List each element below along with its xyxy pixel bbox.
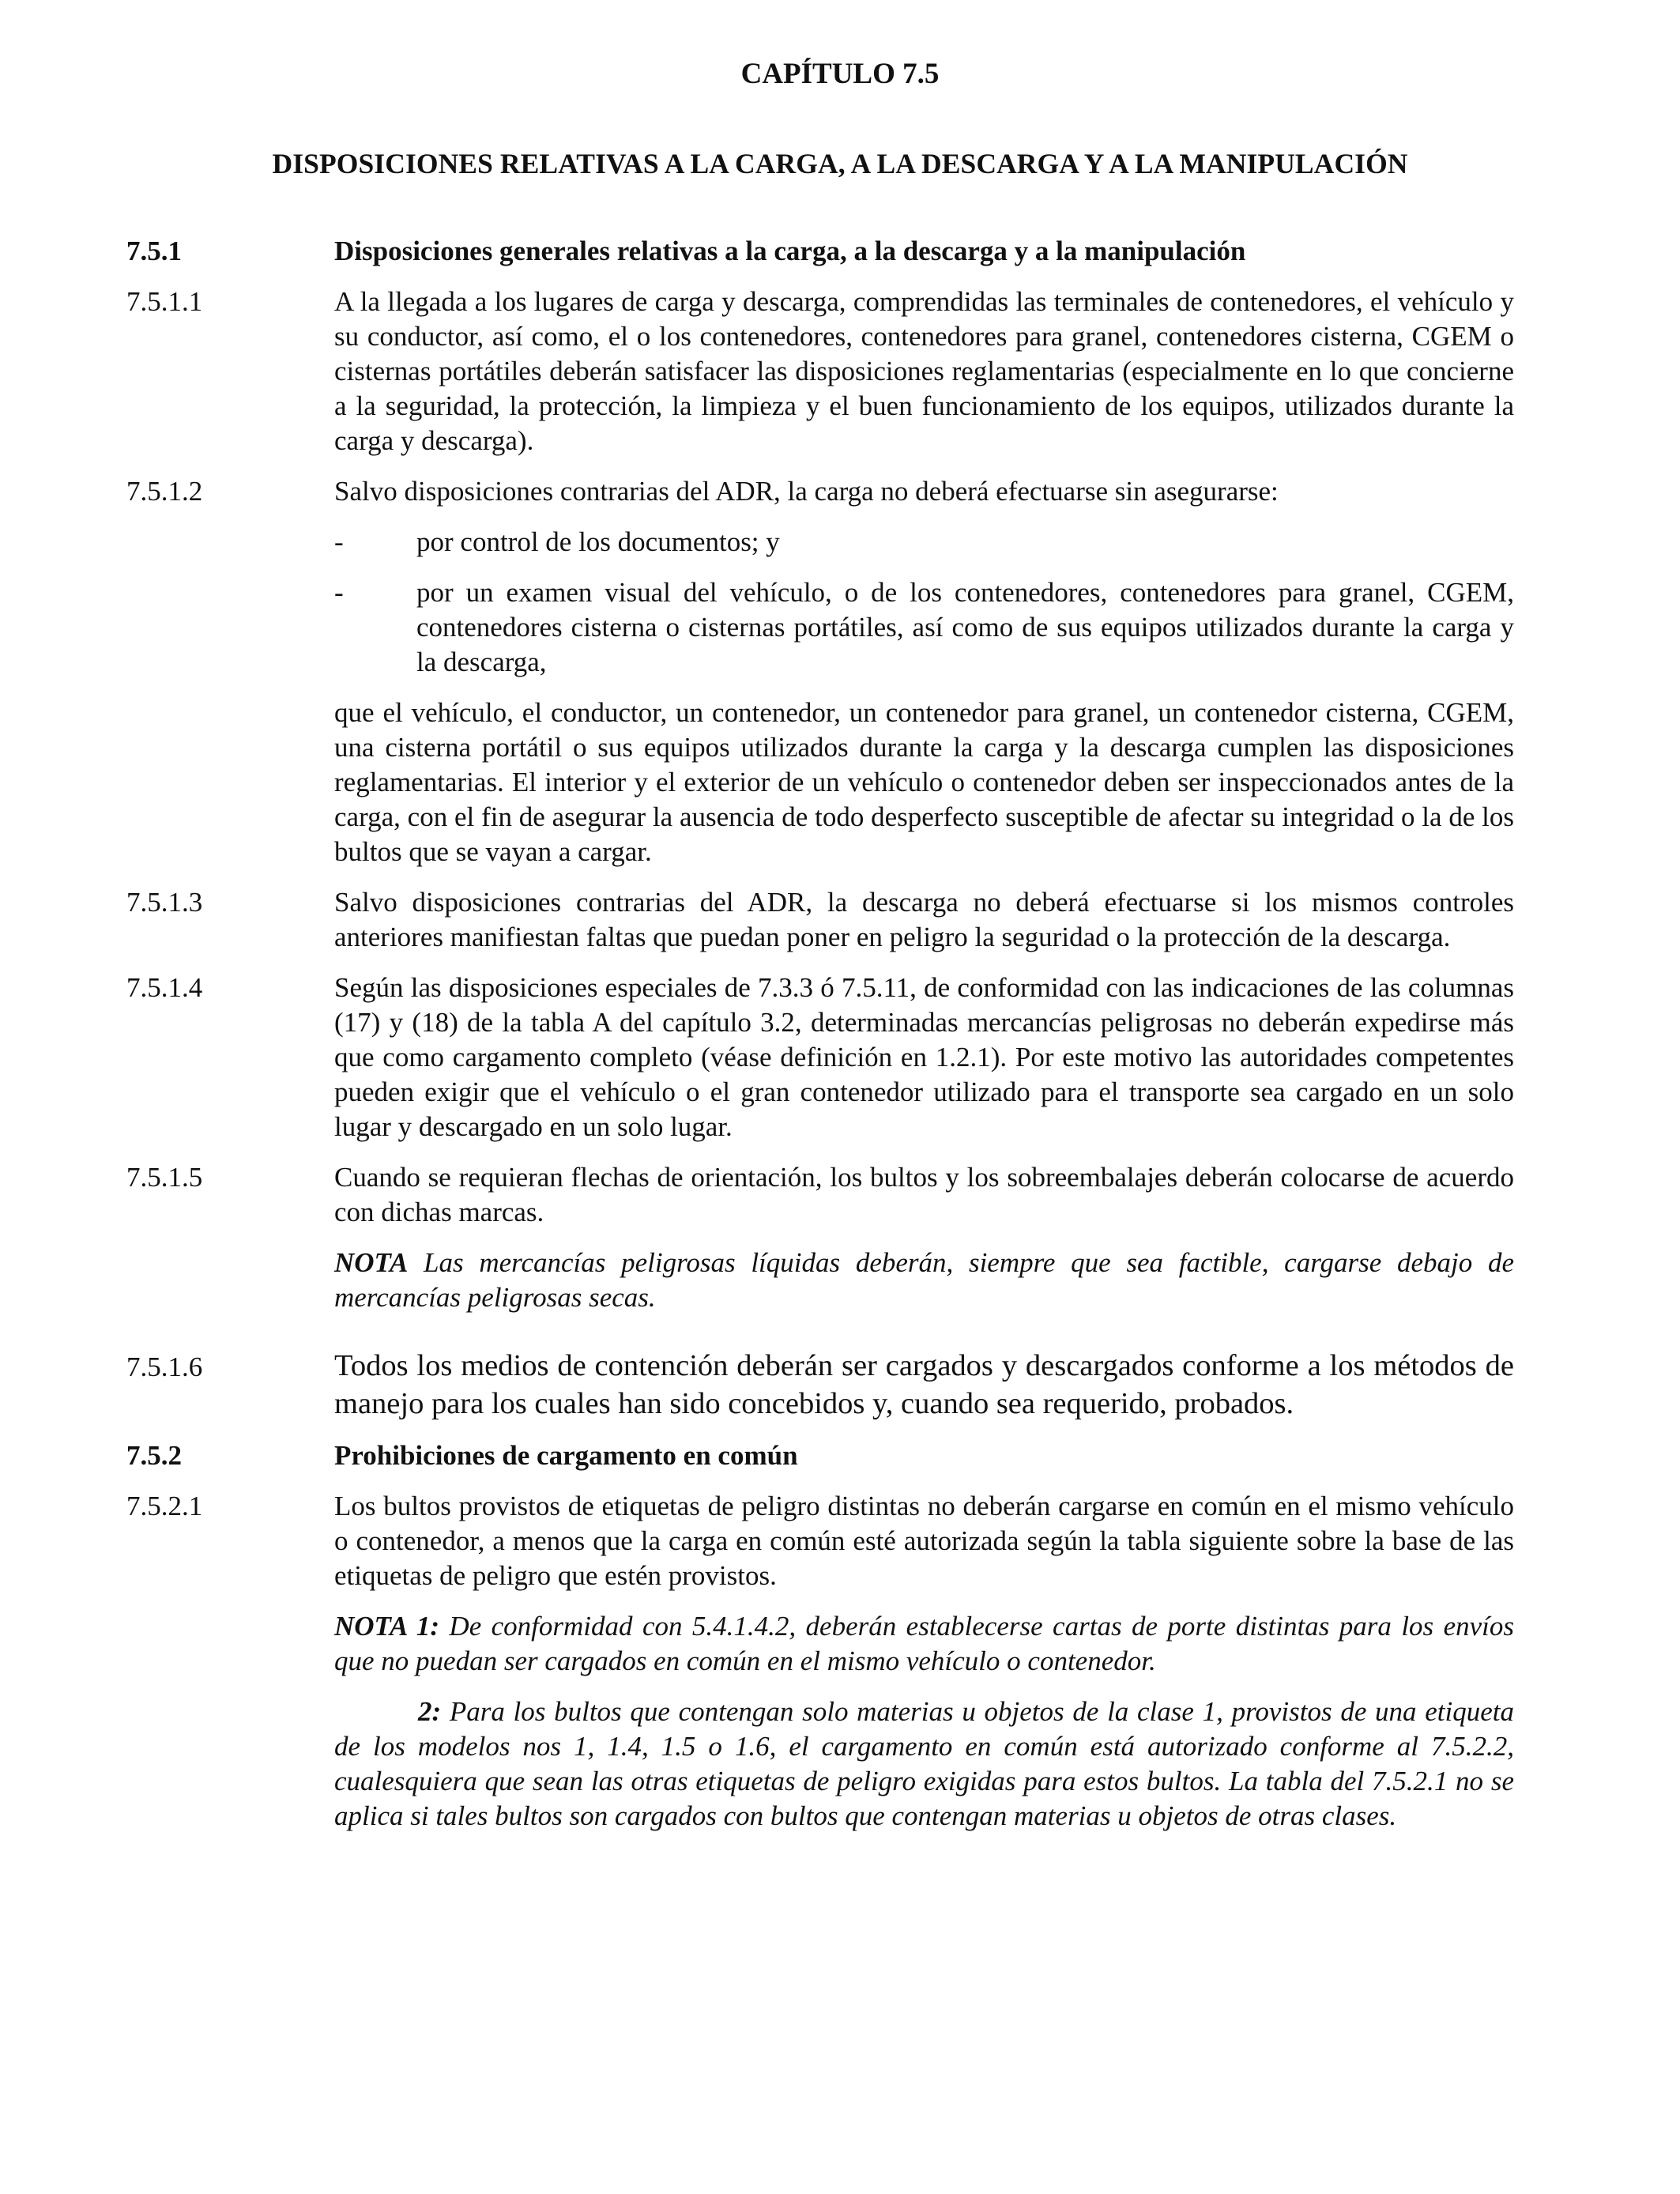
note-label: NOTA 1: <box>334 1611 439 1642</box>
dash-bullet: - <box>334 526 344 557</box>
note-text: Para los bultos que contengan solo materias u objetos de la clase 1, provistos de una etiqueta de los modelos nos 1, 1.4, 1.5 o 1.6, el cargamento en común está autorizado conforme al 7.5.2.2, cualesquiera que sean las otras etiquetas de peligro exigidas para estos bultos. La tabla del 7.5.2.1 no se aplica si tales bultos son cargados con bultos que contengan materias u objetos de otras clases. <box>334 1696 1514 1831</box>
section-number: 7.5.1.6 <box>126 1351 203 1382</box>
list-item-text: por control de los documentos; y <box>416 526 780 557</box>
section-number: 7.5.2 <box>126 1440 182 1471</box>
section-7-5-1-3 <box>126 885 1514 955</box>
section-7-5-1-4 <box>126 971 1514 1144</box>
note <box>334 1246 1514 1315</box>
section-number: 7.5.1 <box>126 236 182 266</box>
note-text: Las mercancías peligrosas líquidas deberán, siempre que sea factible, cargarse debajo de mercancías peligrosas secas. <box>334 1247 1514 1313</box>
note-text: De conformidad con 5.4.1.4.2, deberán establecerse cartas de porte distintas para los envíos que no puedan ser cargados en común en el mismo vehículo o contenedor. <box>334 1611 1514 1676</box>
chapter-heading: DISPOSICIONES RELATIVAS A LA CARGA, A LA DESCARGA Y A LA MANIPULACIÓN <box>272 148 1408 179</box>
note-label: 2: <box>418 1696 442 1727</box>
section-content <box>334 474 1514 869</box>
section-number: 7.5.1.1 <box>126 286 203 317</box>
section-7-5-1-5 <box>126 1160 1514 1331</box>
section-7-5-1-2 <box>126 474 1514 869</box>
section-7-5-2-1 <box>126 1489 1514 1849</box>
section-title: Disposiciones generales relativas a la carga, a la descarga y a la manipulación <box>334 236 1246 266</box>
section-closing: que el vehículo, el conductor, un contenedor, un contenedor para granel, un contenedor cisterna, CGEM, una cisterna portátil o sus equipos utilizados durante la carga y la descarga cumplen las disposiciones reglamentarias. El interior y el exterior de un vehículo o contenedor deben ser inspeccionados antes de la carga, con el fin de asegurar la ausencia de todo desperfecto susceptible de afectar su integridad o la de los bultos que se vayan a cargar. <box>334 697 1514 867</box>
section-intro: Salvo disposiciones contrarias del ADR, la carga no deberá efectuarse sin asegurarse: <box>334 476 1279 507</box>
section-7-5-1-6 <box>126 1347 1514 1423</box>
section-text: A la llegada a los lugares de carga y descarga, comprendidas las terminales de contenedores, el vehículo y su conductor, así como, el o los contenedores, contenedores para granel, contenedores cisterna, CGEM o cisternas portátiles deberán satisfacer las disposiciones reglamentarias (especialmente en lo que concierne a la seguridad, la protección, la limpieza y el buen funcionamiento de los equipos, utilizados durante la carga y descarga). <box>334 286 1514 456</box>
note-label: NOTA <box>334 1247 409 1278</box>
document-body <box>126 234 1514 1865</box>
dash-bullet: - <box>334 577 344 608</box>
chapter-title: CAPÍTULO 7.5 <box>740 58 940 90</box>
note-2 <box>334 1695 1514 1834</box>
section-text: Salvo disposiciones contrarias del ADR, la descarga no deberá efectuarse si los mismos controles anteriores manifiestan faltas que puedan poner en peligro la seguridad o la protección de la descarga. <box>334 887 1514 952</box>
list-item-text: por un examen visual del vehículo, o de los contenedores, contenedores para granel, CGEM, contenedores cisterna o cisternas portátiles, así como de sus equipos utilizados durante la carga y la descarga, <box>416 577 1514 677</box>
section-number: 7.5.1.3 <box>126 887 203 918</box>
section-number: 7.5.1.2 <box>126 476 203 507</box>
section-7-5-2 <box>126 1438 1514 1473</box>
section-text: Según las disposiciones especiales de 7.3.3 ó 7.5.11, de conformidad con las indicaciones de las columnas (17) y (18) de la tabla A del capítulo 3.2, determinadas mercancías peligrosas no deberán expedirse más que como cargamento completo (véase definición en 1.2.1). Por este motivo las autoridades competentes pueden exigir que el vehículo o el gran contenedor utilizado para el transporte sea cargado en un solo lugar y descargado en un solo lugar. <box>334 972 1514 1142</box>
section-7-5-1 <box>126 234 1514 269</box>
section-7-5-1-1 <box>126 285 1514 458</box>
section-number: 7.5.2.1 <box>126 1491 203 1521</box>
section-content <box>334 1160 1514 1331</box>
section-title: Prohibiciones de cargamento en común <box>334 1440 798 1471</box>
note-1 <box>334 1609 1514 1679</box>
section-text: Los bultos provistos de etiquetas de peligro distintas no deberán cargarse en común en el mismo vehículo o contenedor, a menos que la carga en común esté autorizada según la tabla siguiente sobre la base de las etiquetas de peligro que estén provistos. <box>334 1491 1514 1591</box>
section-number: 7.5.1.4 <box>126 972 203 1003</box>
list-item <box>334 525 1514 560</box>
section-text: Cuando se requieran flechas de orientación, los bultos y los sobreembalajes deberán colocarse de acuerdo con dichas marcas. <box>334 1162 1514 1227</box>
section-number: 7.5.1.5 <box>126 1162 203 1193</box>
list-item <box>334 575 1514 680</box>
section-text: Todos los medios de contención deberán ser cargados y descargados conforme a los métodos de manejo para los cuales han sido concebidos y, cuando sea requerido, probados. <box>334 1349 1514 1420</box>
section-content <box>334 1489 1514 1849</box>
